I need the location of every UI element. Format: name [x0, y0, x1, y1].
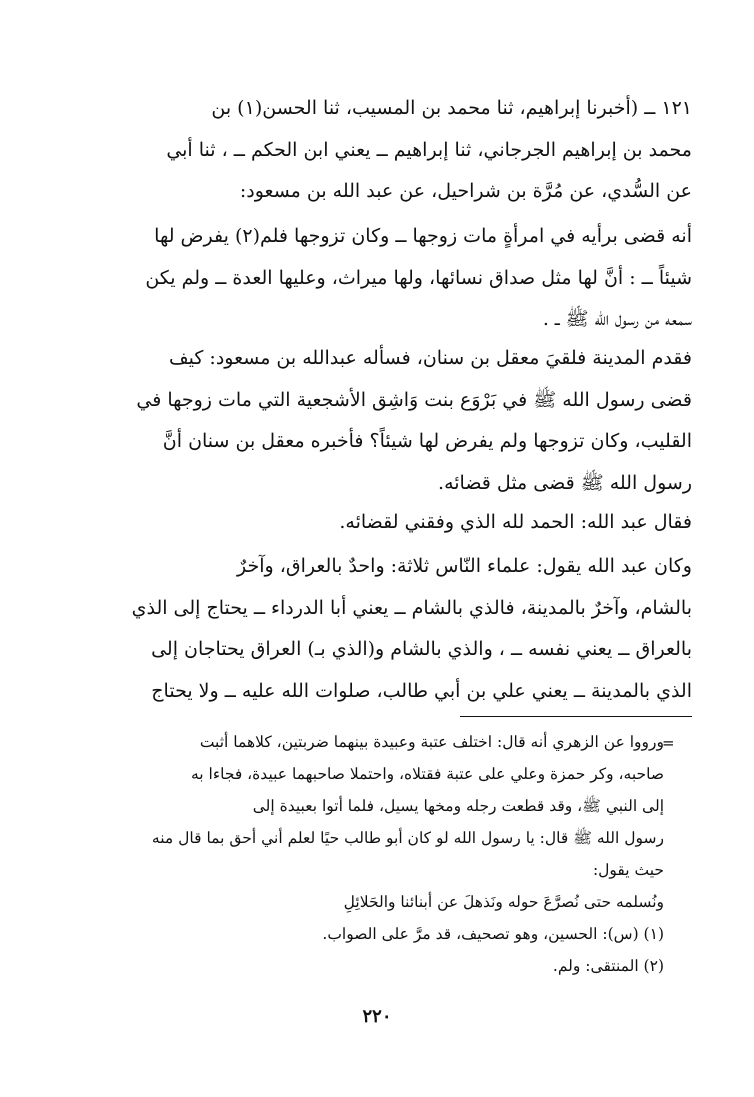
- main-text: [64, 502, 692, 544]
- text-line: وكان عبد الله يقول: علماء النّاس ثلاثة: واحدٌ بالعراق، وآخرٌ: [237, 555, 692, 577]
- main-text: [64, 216, 692, 341]
- footnote-line: رسول الله ﷺ قال: يا رسول الله لو كان أبو طالب حيًا لعلم أني أحق بما قال منه: [151, 829, 664, 847]
- page-number: ٢٢٠: [362, 1006, 392, 1027]
- text-line: شيئاً ــ : أنَّ لها مثل صداق نسائها، ولها ميراث، وعليها العدة ــ ولم يكن: [145, 266, 692, 289]
- main-text: [64, 88, 692, 213]
- poetry-line: ونُسلمه حتى نُصرَّعَ حوله ونَذهلَ عن أبنائنا والحَلائِلِ: [343, 893, 664, 911]
- main-text: [64, 338, 692, 504]
- text-line: القليب، وكان تزوجها ولم يفرض لها شيئاً؟ فأخبره معقل بن سنان أنَّ: [162, 430, 692, 452]
- continuation-mark: =: [662, 734, 675, 752]
- text-line: أنه قضى برأيه في امرأةٍ مات زوجها ــ وكان تزوجها فلم(٢) يفرض لها: [154, 225, 692, 247]
- footnote-line: ورووا عن الزهري أنه قال: اختلف عتبة وعبيدة بينهما ضربتين، كلاهما أثبت: [199, 733, 664, 751]
- text-line: قضى رسول الله ﷺ في بَرْوَع بنت وَاشِق الأشجعية التي مات زوجها في: [136, 388, 692, 411]
- text-line: فقدم المدينة فلقيَ معقل بن سنان، فسأله عبدالله بن مسعود: كيف: [168, 347, 692, 369]
- text-line: الذي بالمدينة ــ يعني علي بن أبي طالب، صلوات الله عليه ــ ولا يحتاج: [151, 679, 692, 702]
- text-line: رسول الله ﷺ قضى مثل قضائه.: [438, 471, 692, 494]
- footnote-line: صاحبه، وكر حمزة وعلي على عتبة فقتلاه، واحتملا صاحبهما عبيدة، فجاءا به: [190, 765, 664, 783]
- text-line: عن السُّدي، عن مُرَّة بن شراحيل، عن عبد الله بن مسعود:: [239, 180, 692, 202]
- main-text: [64, 546, 692, 712]
- footnote-divider: [460, 716, 692, 717]
- footnote-line: إلى النبي ﷺ، وقد قطعت رجله ومخها يسيل، فلما أتوا بعبيدة إلى: [252, 797, 664, 815]
- text-line: ١٢١ ــ (أخبرنا إبراهيم، ثنا محمد بن المسيب، ثنا الحسن(١) بن: [211, 97, 692, 119]
- footnote-2: (٢) المنتقى: ولم.: [552, 957, 664, 975]
- text-line: محمد بن إبراهيم الجرجاني، ثنا إبراهيم ــ يعني ابن الحكم ــ ، ثنا أبي: [166, 138, 692, 161]
- footnote-line: حيث يقول:: [592, 861, 664, 879]
- footnote-1: (١) (س): الحسين، وهو تصحيف، قد مرَّ على الصواب.: [322, 925, 664, 943]
- footnotes: [74, 726, 664, 982]
- text-line: بالعراق ــ يعني نفسه ــ ، والذي بالشام و(الذي بـ) العراق يحتاجان إلى: [151, 638, 692, 660]
- text-line: فقال عبد الله: الحمد لله الذي وفقني لقضائه.: [339, 511, 692, 533]
- text-line: بالشام، وآخرٌ بالمدينة، فالذي بالشام ــ يعني أبا الدرداء ــ يحتاج إلى الذي: [131, 596, 692, 619]
- text-line: سمعه من رسول الله ﷺ ــ .: [542, 308, 692, 330]
